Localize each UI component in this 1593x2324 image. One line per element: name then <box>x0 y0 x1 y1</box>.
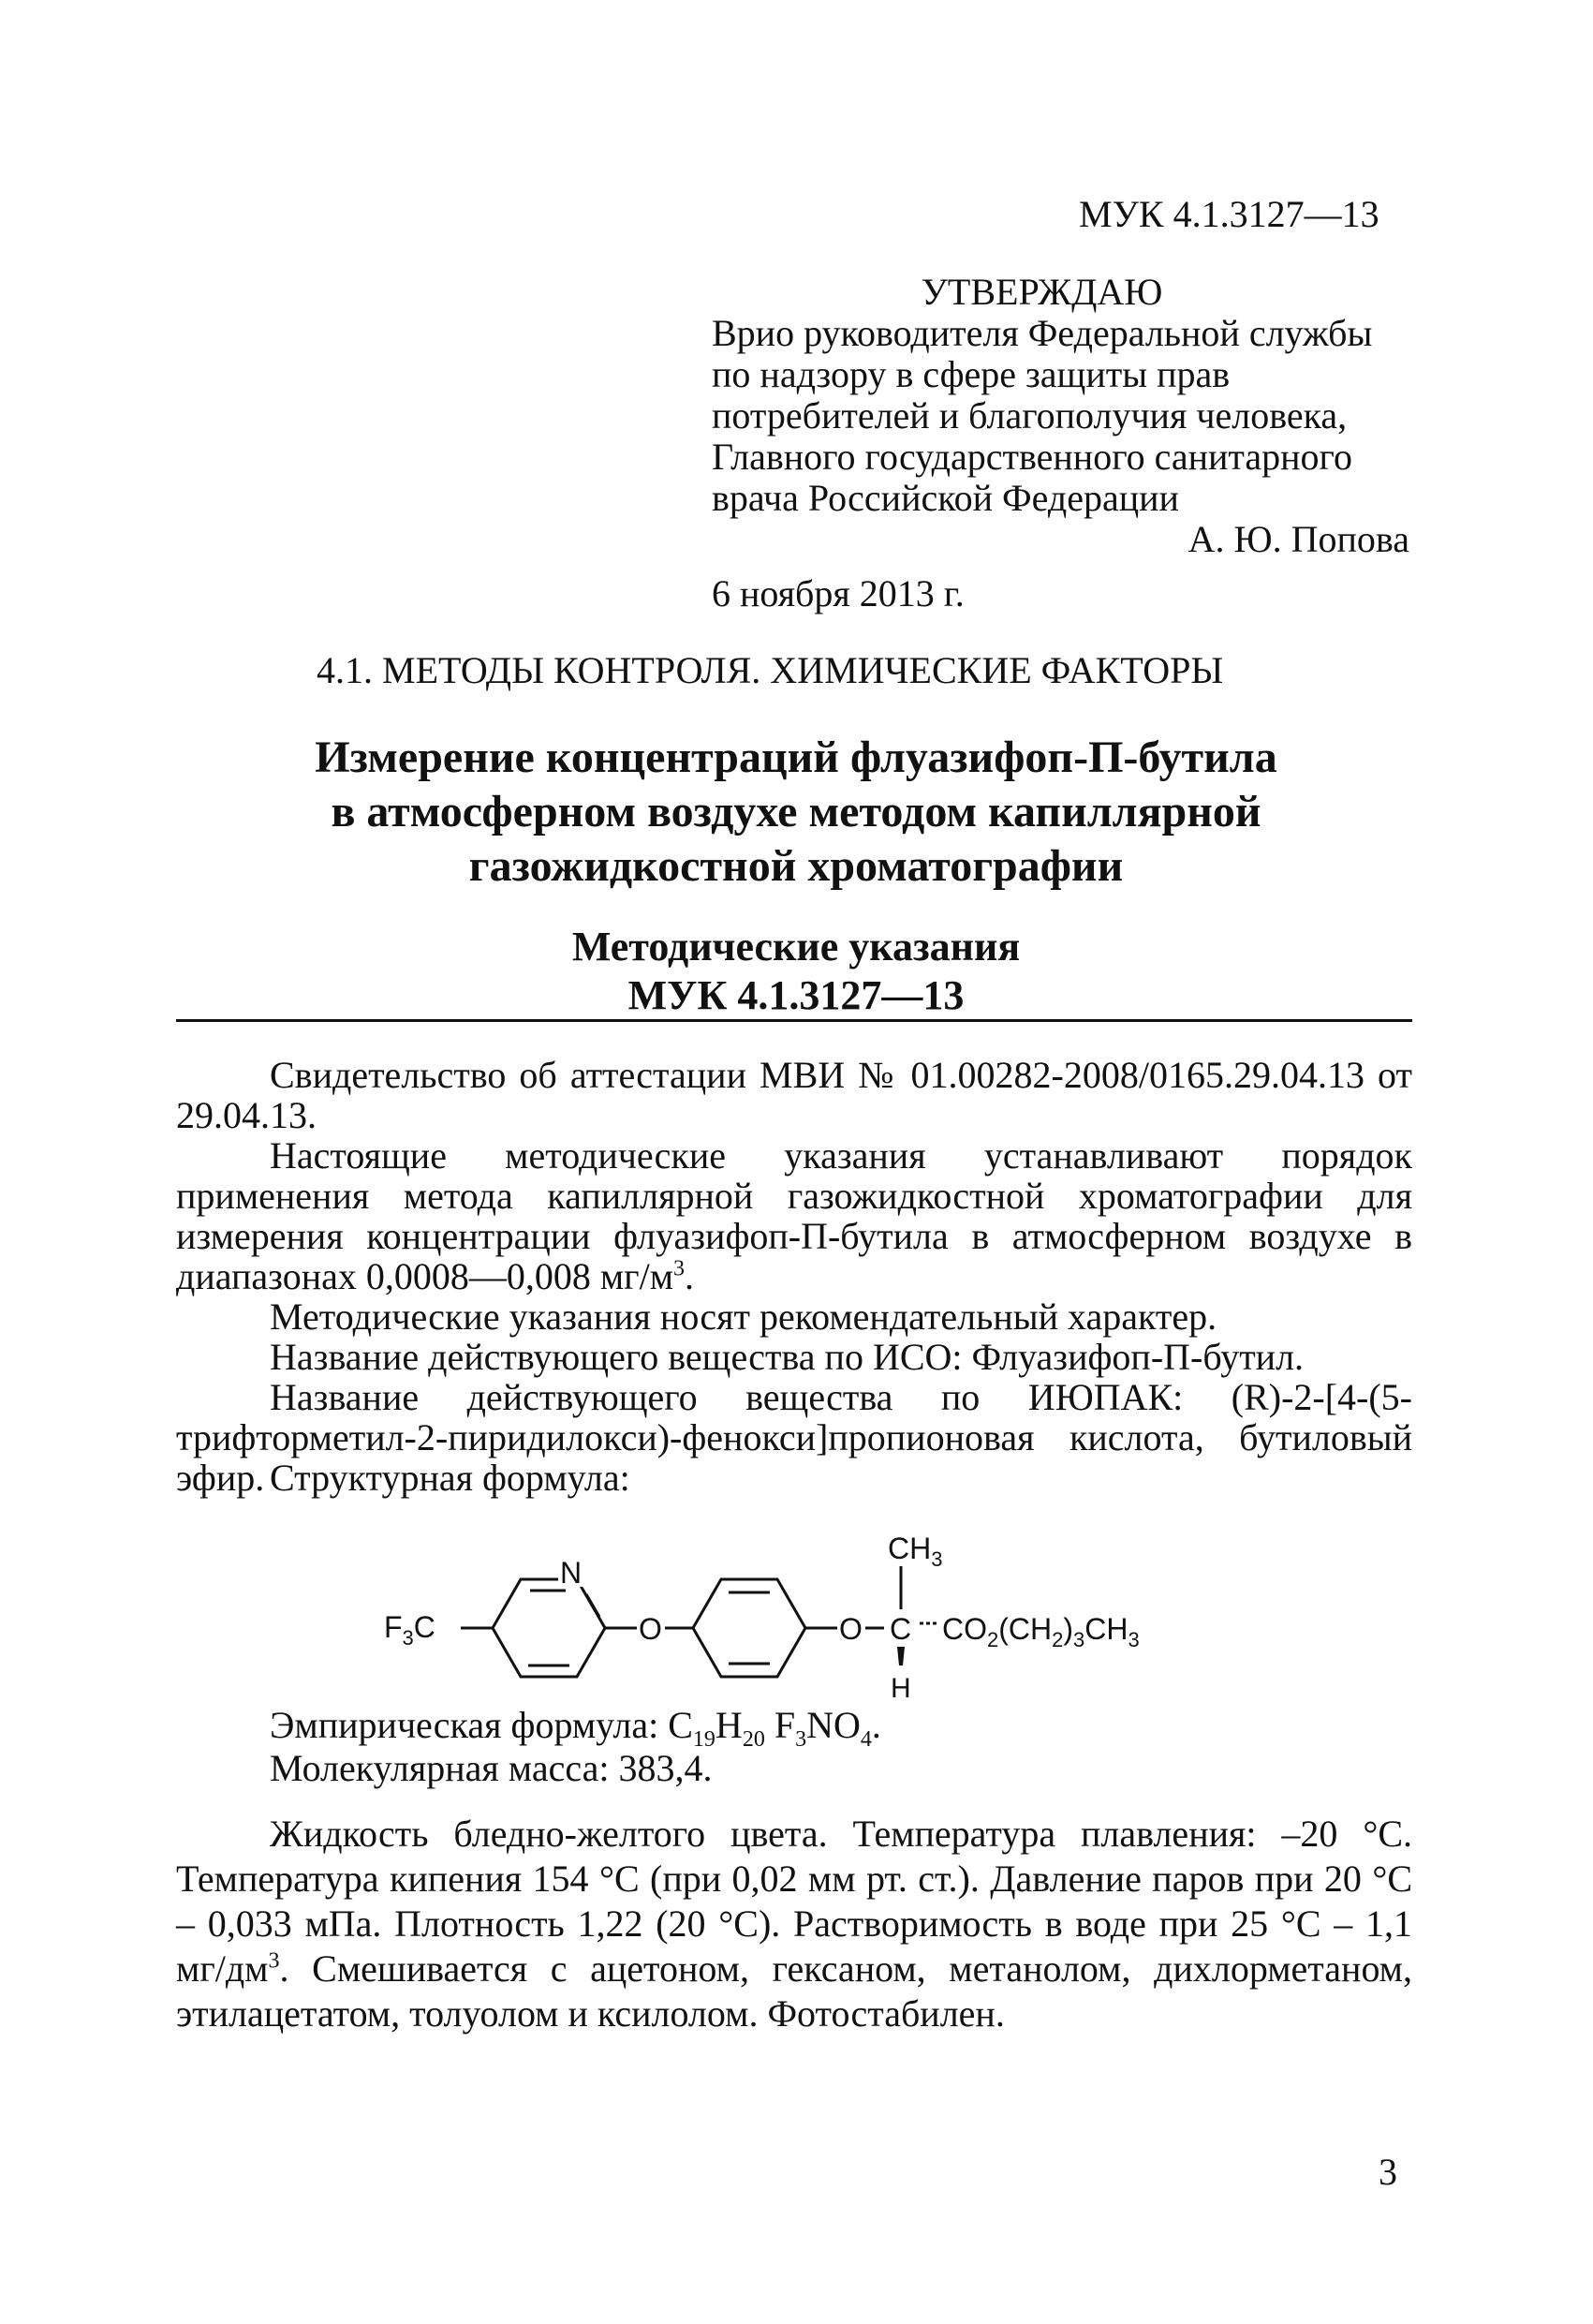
recommendation-paragraph: Методические указания носят рекомендательный характер. <box>270 1295 1217 1338</box>
properties-unit-exponent: 3 <box>268 1948 280 1974</box>
butyl-ester-group: $CO_2(CH_2)_3CH_3$ <box>942 1612 1140 1651</box>
ether-oxygen-1: O <box>639 1612 662 1646</box>
methyl-group: $CH_3$ <box>888 1532 943 1571</box>
certificate-paragraph: Свидетельство об аттестации МВИ № 01.00282-2008/0165.29.04.13 от 29.04.13. <box>176 1054 1412 1136</box>
document-code: МУК 4.1.3127—13 <box>1079 193 1379 235</box>
scope-end: . <box>685 1255 695 1297</box>
iso-name-paragraph: Название действующего вещества по ИСО: Флуазифоп-П-бутил. <box>270 1336 1305 1378</box>
approval-line: Главного государственного санитарного <box>712 436 1352 478</box>
molar-mass: Молекулярная масса: 383,4. <box>270 1747 713 1789</box>
scope-paragraph <box>176 1135 1412 1296</box>
ether-oxygen-2: O <box>839 1612 863 1646</box>
iupac-name-paragraph: Название действующего вещества по ИЮПАК: (R)-2-[4-(5-трифторметил-2-пиридилокси)-фенокси]пропионовая кислота, бутиловый эфир. <box>176 1376 1412 1499</box>
scope-unit-exponent: 3 <box>673 1256 686 1281</box>
title-line: газожидкостной хроматографии <box>468 841 1124 891</box>
structural-formula-label: Структурная формула: <box>270 1457 630 1499</box>
properties-paragraph: Жидкость бледно-желтого цвета. Температура плавления: –20 °С. Температура кипения 154 °С (при 0,02 мм рт. ст.). Давление паров при 20 °С – 0,033 мПа. Плотность 1,22 (20 °С). Растворимость в воде при 25 °С – 1,1 $мг/дм^3$. Смешивается с ацетоном, гексаном, метанолом, дихлорметаном, этилацетатом, толуолом и ксилолом. Фотостабилен. <box>176 1813 1412 2035</box>
approval-line: потребителей и благополучия человека, <box>712 394 1348 437</box>
approval-date: 6 ноября 2013 г. <box>712 572 965 614</box>
scope-text: Настоящие методические указания устанавливают порядок применения метода капиллярной газожидкостной хроматографии для измерения концентрации флуазифоп-П-бутила в атмосферном воздухе в диапазонах 0,0008—0,008 мг/м <box>176 1134 1412 1297</box>
subtitle-line: Методические указания <box>571 924 1021 970</box>
pyridine-ring <box>493 1579 605 1677</box>
document-subtitle <box>169 923 1423 1020</box>
approval-line: врача Российской Федерации <box>712 477 1179 519</box>
document-title <box>169 731 1423 894</box>
trifluoromethyl-label: $F_3C$ <box>384 1610 435 1650</box>
page-number: 3 <box>1379 2151 1397 2193</box>
benzene-ring <box>693 1579 805 1677</box>
title-line: Измерение концентраций флуазифоп-П-бутила <box>315 733 1277 782</box>
title-rule <box>176 1019 1412 1022</box>
nitrogen-atom: N <box>560 1556 583 1590</box>
approval-line: Врио руководителя Федеральной службы <box>712 312 1373 354</box>
title-line: в атмосферном воздухе методом капиллярной <box>331 787 1261 836</box>
chiral-carbon: C <box>890 1612 912 1646</box>
approval-block <box>712 272 1409 560</box>
section-heading: 4.1. МЕТОДЫ КОНТРОЛЯ. ХИМИЧЕСКИЕ ФАКТОРЫ <box>317 649 1224 691</box>
subtitle-line: МУК 4.1.3127—13 <box>627 972 965 1018</box>
approval-title: УТВЕРЖДАЮ <box>921 271 1163 313</box>
empirical-formula: Эмпирическая формула: $C_{19}H_{20}$ $F_3NO_4$. <box>270 1704 881 1752</box>
signatory: А. Ю. Попова <box>1187 518 1409 560</box>
structural-formula-diagram <box>375 1517 1274 1704</box>
hydrogen-atom: H <box>891 1673 911 1704</box>
approval-line: по надзору в сфере защиты прав <box>712 353 1231 395</box>
